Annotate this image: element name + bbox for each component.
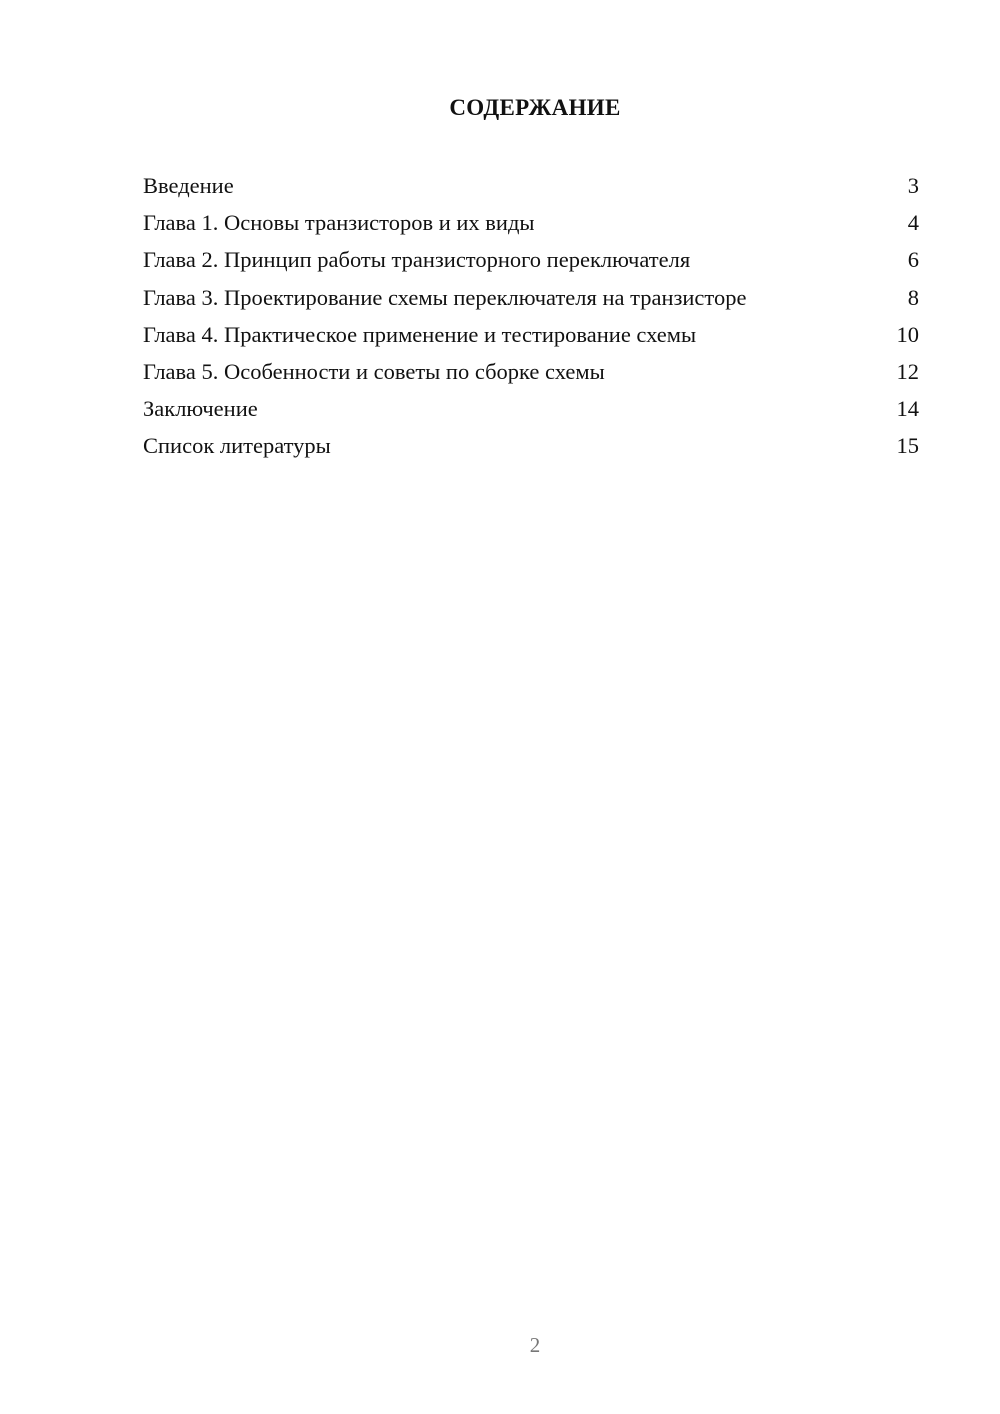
toc-entry-page: 6 <box>907 247 919 273</box>
toc-entry-title: Глава 3. Проектирование схемы переключателя на транзисторе <box>143 284 747 310</box>
toc-entry-page: 14 <box>896 396 919 422</box>
toc-entry-page: 10 <box>896 321 919 347</box>
toc-entry <box>143 241 919 278</box>
toc-entry-title: Глава 2. Принцип работы транзисторного переключателя <box>143 247 691 273</box>
toc-entry <box>143 316 919 353</box>
page-title: СОДЕРЖАНИЕ <box>449 95 621 120</box>
toc-entry-page: 8 <box>907 284 919 310</box>
table-of-contents <box>143 167 919 465</box>
toc-entry <box>143 390 919 427</box>
toc-entry-title: Список литературы <box>143 433 331 459</box>
toc-entry-title: Глава 4. Практическое применение и тестирование схемы <box>143 321 697 347</box>
toc-entry <box>143 353 919 390</box>
toc-entry-title: Введение <box>143 173 234 198</box>
toc-entry <box>143 427 919 464</box>
toc-entry-title: Заключение <box>143 396 258 422</box>
toc-entry-title: Глава 5. Особенности и советы по сборке схемы <box>143 358 605 384</box>
toc-entry-page: 4 <box>907 210 919 236</box>
toc-entry <box>143 167 919 204</box>
toc-entry-page: 3 <box>907 173 919 198</box>
toc-entry <box>143 279 919 316</box>
toc-entry-title: Глава 1. Основы транзисторов и их виды <box>143 210 535 236</box>
toc-entry-page: 12 <box>896 358 919 384</box>
page-number: 2 <box>529 1333 541 1357</box>
toc-entry-page: 15 <box>896 433 919 459</box>
toc-entry <box>143 204 919 241</box>
